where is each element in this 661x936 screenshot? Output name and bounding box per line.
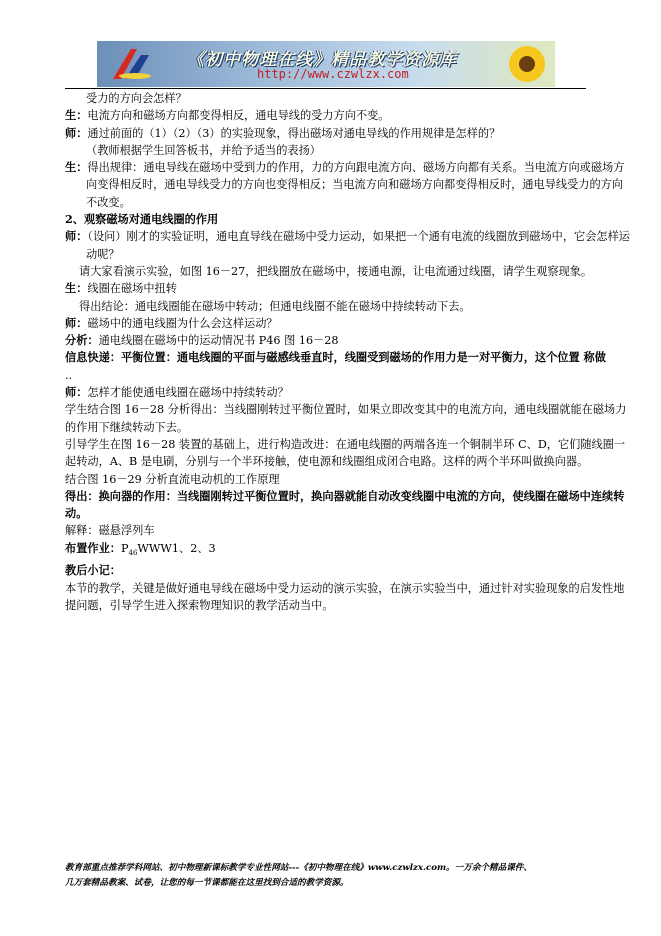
header-rule <box>65 88 586 89</box>
teacher-question: 师：通过前面的（1）（2）（3）的实验现象，得出磁场对通电导线的作用规律是怎样的？ <box>65 125 501 140</box>
page-footer <box>65 861 625 890</box>
text-line: 请大家看演示实验，如图 16－27，把线圈放在磁场中，接通电源，让电流通过线圈，请学生观察现象。 <box>79 264 593 278</box>
text-line: 受力的方向会怎样？ <box>86 92 187 105</box>
text-line: 引导学生在图 16－28 装置的基础上，进行构造改进：在通电线圈的两端各连一个铜制半环 C、D，它们随线圈一起转动，A、B 是电刷，分别与一个半环接触，使电源和线圈组成闭合电路。这样的两个半环叫做换向器。 <box>65 437 626 469</box>
lesson-content <box>65 90 631 614</box>
student-answer: 生：得出规律：通电导线在磁场中受到力的作用，力的方向跟电流方向、磁场方向都有关系。当电流方向或磁场方向变得相反时，通电导线受力的方向也变得相反；当电流方向和磁场方向都变得相反时，通电导线受力的方向不改变。 <box>65 160 625 209</box>
analysis-line: 分析：通电线圈在磁场中的运动情况书 P46 图 16－28 <box>65 333 339 348</box>
student-answer: 生：线圈在磁场中扭转 <box>65 281 177 296</box>
site-title: 《初中物理在线》精品教学资源库 <box>187 50 457 70</box>
info-express: 信息快递：平衡位置：通电线圈的平面与磁感线垂直时，线圈受到磁场的作用力是一对平衡力，这个位置 称做 <box>65 350 606 365</box>
header-banner <box>97 41 555 87</box>
text-line: 得出结论：通电线圈能在磁场中转动；但通电线圈不能在磁场中持续转动下去。 <box>79 299 471 313</box>
text-line: 学生结合图 16－28 分析得出：当线圈刚转过平衡位置时，如果立即改变其中的电流方向，通电线圈就能在磁场力的作用下继续转动下去。 <box>65 403 627 434</box>
teacher-question: 师：（设问）刚才的实验证明，通电直导线在磁场中受力运动，如果把一个通有电流的线圈放到磁场中，它会怎样运动呢？ <box>65 229 630 261</box>
reflection-heading: 教后小记： <box>65 563 121 578</box>
section-heading: 2、观察磁场对通电线圈的作用 <box>65 212 219 227</box>
site-logo <box>107 45 155 83</box>
teacher-question: 师：怎样才能使通电线圈在磁场中持续转动？ <box>65 385 289 400</box>
conclusion: 得出：换向器的作用：当线圈刚转过平衡位置时，换向器就能自动改变线圈中电流的方向，使线圈在磁场中连续转动。 <box>65 488 625 521</box>
reflection-text: 本节的教学，关键是做好通电导线在磁场中受力运动的演示实验，在演示实验当中，通过针对实验现象的启发性地提问题，引导学生进入探索物理知识的教学活动当中。 <box>65 581 625 612</box>
student-answer: 生：电流方向和磁场方向都变得相反，通电导线的受力方向不变。 <box>65 108 390 123</box>
sunflower-image <box>505 43 549 85</box>
text-line: 解释：磁悬浮列车 <box>65 524 155 538</box>
homework: 布置作业：$P_{46}WWW1$、2、3 <box>65 540 216 557</box>
footer-line: 教育部重点推荐学科网站、初中物理新课标教学专业性网站---《初中物理在线》www.czwlzx.com。一万余个精品课件、 <box>65 863 532 873</box>
text-line: 结合图 16－29 分析直流电动机的工作原理 <box>65 472 280 486</box>
text-line: .. <box>65 368 73 382</box>
footer-line: 几万套精品教案、试卷，让您的每一节课都能在这里找到合适的教学资源。 <box>65 877 349 888</box>
teacher-question: 师：磁场中的通电线圈为什么会这样运动？ <box>65 315 278 330</box>
text-line: （教师根据学生回答板书，并给予适当的表扬） <box>86 143 321 157</box>
site-url: http://www.czwlzx.com <box>257 67 409 81</box>
